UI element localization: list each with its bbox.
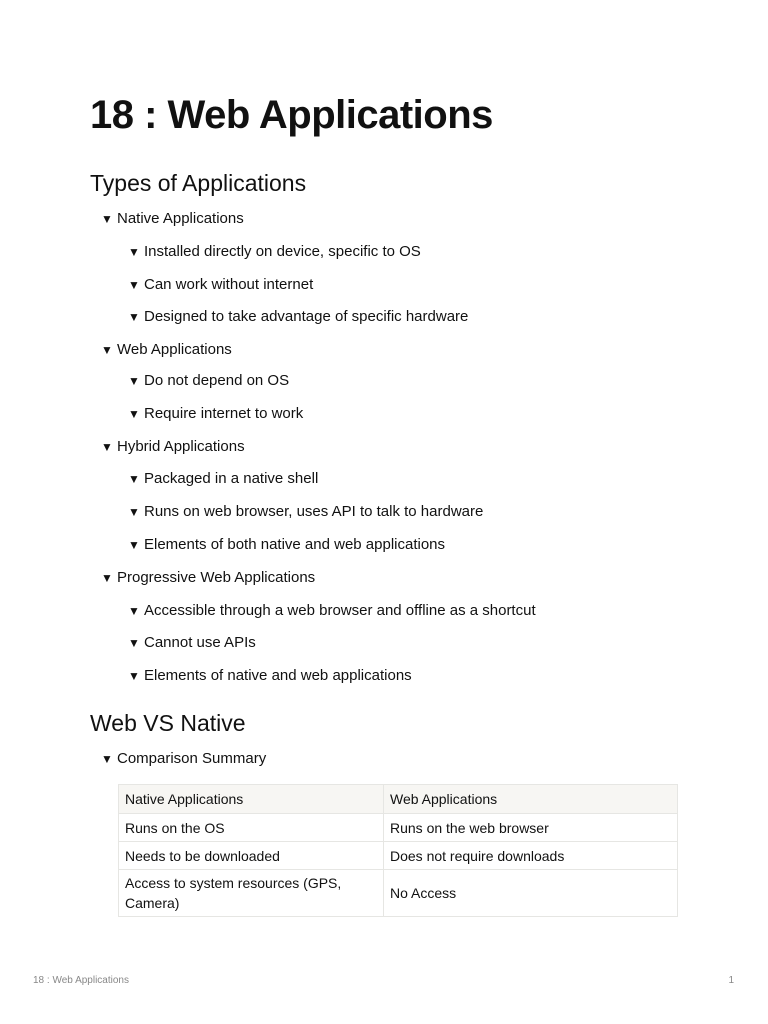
toggle-comparison-summary[interactable] (101, 748, 266, 770)
triangle-down-icon: ▼ (128, 472, 140, 486)
toggle-item[interactable] (128, 534, 445, 556)
toggle-progressive-web-applications[interactable] (101, 567, 315, 589)
footer-title: 18 : Web Applications (33, 975, 129, 986)
triangle-down-icon: ▼ (128, 669, 140, 683)
toggle-item[interactable] (128, 501, 483, 523)
triangle-down-icon: ▼ (128, 538, 140, 552)
toggle-item[interactable] (128, 403, 303, 425)
table-row (119, 814, 678, 842)
toggle-item[interactable] (128, 665, 412, 687)
triangle-down-icon: ▼ (128, 505, 140, 519)
toggle-label: Runs on web browser, uses API to talk to hardware (144, 503, 484, 520)
table-row (119, 842, 678, 870)
toggle-label: Do not depend on OS (144, 372, 290, 389)
toggle-label: Packaged in a native shell (144, 470, 319, 487)
triangle-down-icon: ▼ (101, 343, 113, 357)
table-cell: Does not require downloads (384, 842, 678, 870)
page-number: 1 (728, 975, 734, 986)
section-heading-types: Types of Applications (90, 170, 307, 196)
toggle-label: Accessible through a web browser and offline as a shortcut (144, 602, 536, 619)
toggle-label: Hybrid Applications (117, 438, 245, 455)
table-cell: Runs on the OS (119, 814, 384, 842)
toggle-label: Can work without internet (144, 276, 314, 293)
toggle-label: Native Applications (117, 210, 244, 227)
toggle-hybrid-applications[interactable] (101, 436, 245, 458)
table-cell: No Access (384, 870, 678, 917)
triangle-down-icon: ▼ (101, 440, 113, 454)
page-title: 18 : Web Applications (90, 93, 493, 137)
triangle-down-icon: ▼ (128, 278, 140, 292)
table-header-row (119, 785, 678, 814)
triangle-down-icon: ▼ (101, 571, 113, 585)
table-header-cell: Native Applications (119, 785, 384, 814)
toggle-label: Web Applications (117, 341, 232, 358)
triangle-down-icon: ▼ (128, 310, 140, 324)
toggle-item[interactable] (128, 468, 318, 490)
toggle-label: Progressive Web Applications (117, 569, 316, 586)
toggle-item[interactable] (128, 632, 256, 654)
toggle-label: Installed directly on device, specific to OS (144, 243, 421, 260)
table-header-cell: Web Applications (384, 785, 678, 814)
toggle-label: Designed to take advantage of specific hardware (144, 308, 469, 325)
triangle-down-icon: ▼ (101, 752, 113, 766)
triangle-down-icon: ▼ (128, 604, 140, 618)
toggle-web-applications[interactable] (101, 339, 232, 361)
toggle-label: Elements of native and web applications (144, 667, 412, 684)
toggle-label: Comparison Summary (117, 750, 267, 767)
triangle-down-icon: ▼ (101, 212, 113, 226)
section-heading-web-vs-native: Web VS Native (90, 710, 246, 736)
triangle-down-icon: ▼ (128, 245, 140, 259)
comparison-table (118, 784, 678, 917)
triangle-down-icon: ▼ (128, 374, 140, 388)
toggle-label: Cannot use APIs (144, 634, 256, 651)
table-cell: Runs on the web browser (384, 814, 678, 842)
table-cell: Needs to be downloaded (119, 842, 384, 870)
toggle-item[interactable] (128, 274, 313, 296)
toggle-item[interactable] (128, 600, 536, 622)
toggle-item[interactable] (128, 306, 468, 328)
toggle-label: Elements of both native and web applications (144, 536, 446, 553)
toggle-native-applications[interactable] (101, 208, 244, 230)
toggle-label: Require internet to work (144, 405, 304, 422)
table-cell: Access to system resources (GPS, Camera) (119, 870, 384, 917)
toggle-item[interactable] (128, 241, 421, 263)
triangle-down-icon: ▼ (128, 407, 140, 421)
table-row (119, 870, 678, 917)
toggle-item[interactable] (128, 370, 289, 392)
triangle-down-icon: ▼ (128, 636, 140, 650)
